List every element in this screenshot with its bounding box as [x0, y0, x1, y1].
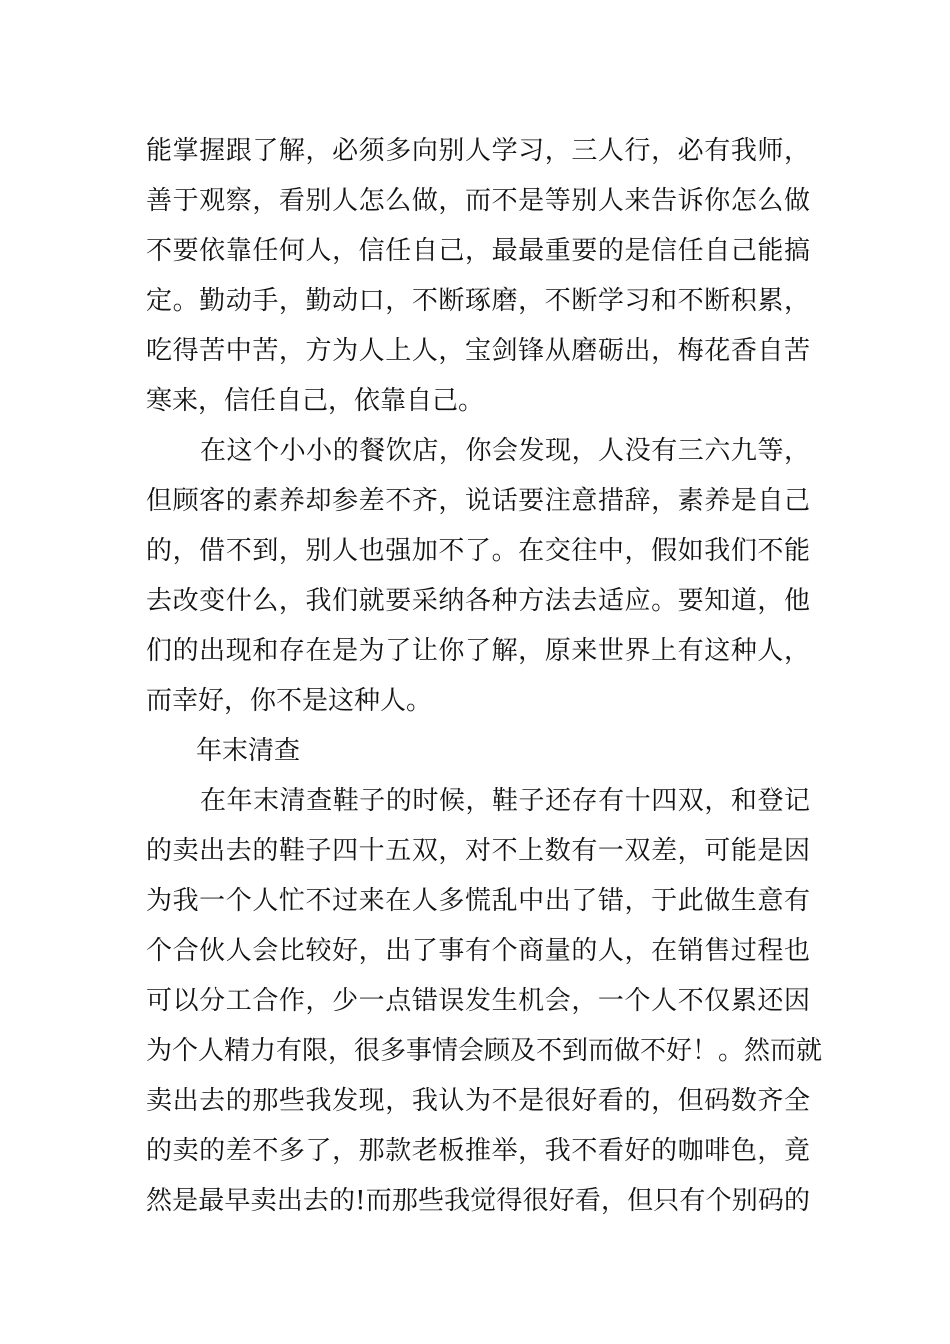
text-line: 的，借不到，别人也强加不了。在交往中，假如我们不能: [146, 536, 810, 566]
text-line: 然是最早卖出去的!而那些我觉得很好看，但只有个别码的: [146, 1186, 810, 1216]
text-line: 为我一个人忙不过来在人多慌乱中出了错，于此做生意有: [146, 886, 810, 916]
section-heading: 年末清查: [196, 736, 301, 766]
text-line: 而幸好，你不是这种人。: [146, 686, 433, 716]
text-line: 的卖的差不多了，那款老板推举，我不看好的咖啡色，竟: [146, 1136, 810, 1166]
text-line: 善于观察，看别人怎么做，而不是等别人来告诉你怎么做: [146, 186, 810, 216]
text-line: 们的出现和存在是为了让你了解，原来世界上有这种人，: [146, 636, 810, 666]
text-line: 的卖出去的鞋子四十五双，对不上数有一双差，可能是因: [146, 836, 810, 866]
text-line: 不要依靠任何人，信任自己，最最重要的是信任自己能搞: [146, 236, 810, 266]
text-line: 去改变什么，我们就要采纳各种方法去适应。要知道，他: [146, 586, 810, 616]
text-line: 可以分工合作，少一点错误发生机会，一个人不仅累还因: [146, 986, 810, 1016]
text-line: 个合伙人会比较好，出了事有个商量的人，在销售过程也: [146, 936, 810, 966]
text-line: 寒来，信任自己，依靠自己。: [146, 386, 485, 416]
text-line: 定。勤动手，勤动口，不断琢磨，不断学习和不断积累，: [146, 286, 810, 316]
text-line: 为个人精力有限，很多事情会顾及不到而做不好！。然而就: [146, 1036, 823, 1066]
text-line: 能掌握跟了解，必须多向别人学习，三人行，必有我师，: [146, 136, 810, 166]
text-line: 但顾客的素养却参差不齐，说话要注意措辞，素养是自己: [146, 486, 810, 516]
paragraph-first-line: 在年末清查鞋子的时候，鞋子还存有十四双，和登记: [200, 786, 810, 816]
text-line: 卖出去的那些我发现，我认为不是很好看的，但码数齐全: [146, 1086, 810, 1116]
paragraph-first-line: 在这个小小的餐饮店，你会发现，人没有三六九等，: [200, 436, 810, 466]
text-line: 吃得苦中苦，方为人上人，宝剑锋从磨砺出，梅花香自苦: [146, 336, 810, 366]
